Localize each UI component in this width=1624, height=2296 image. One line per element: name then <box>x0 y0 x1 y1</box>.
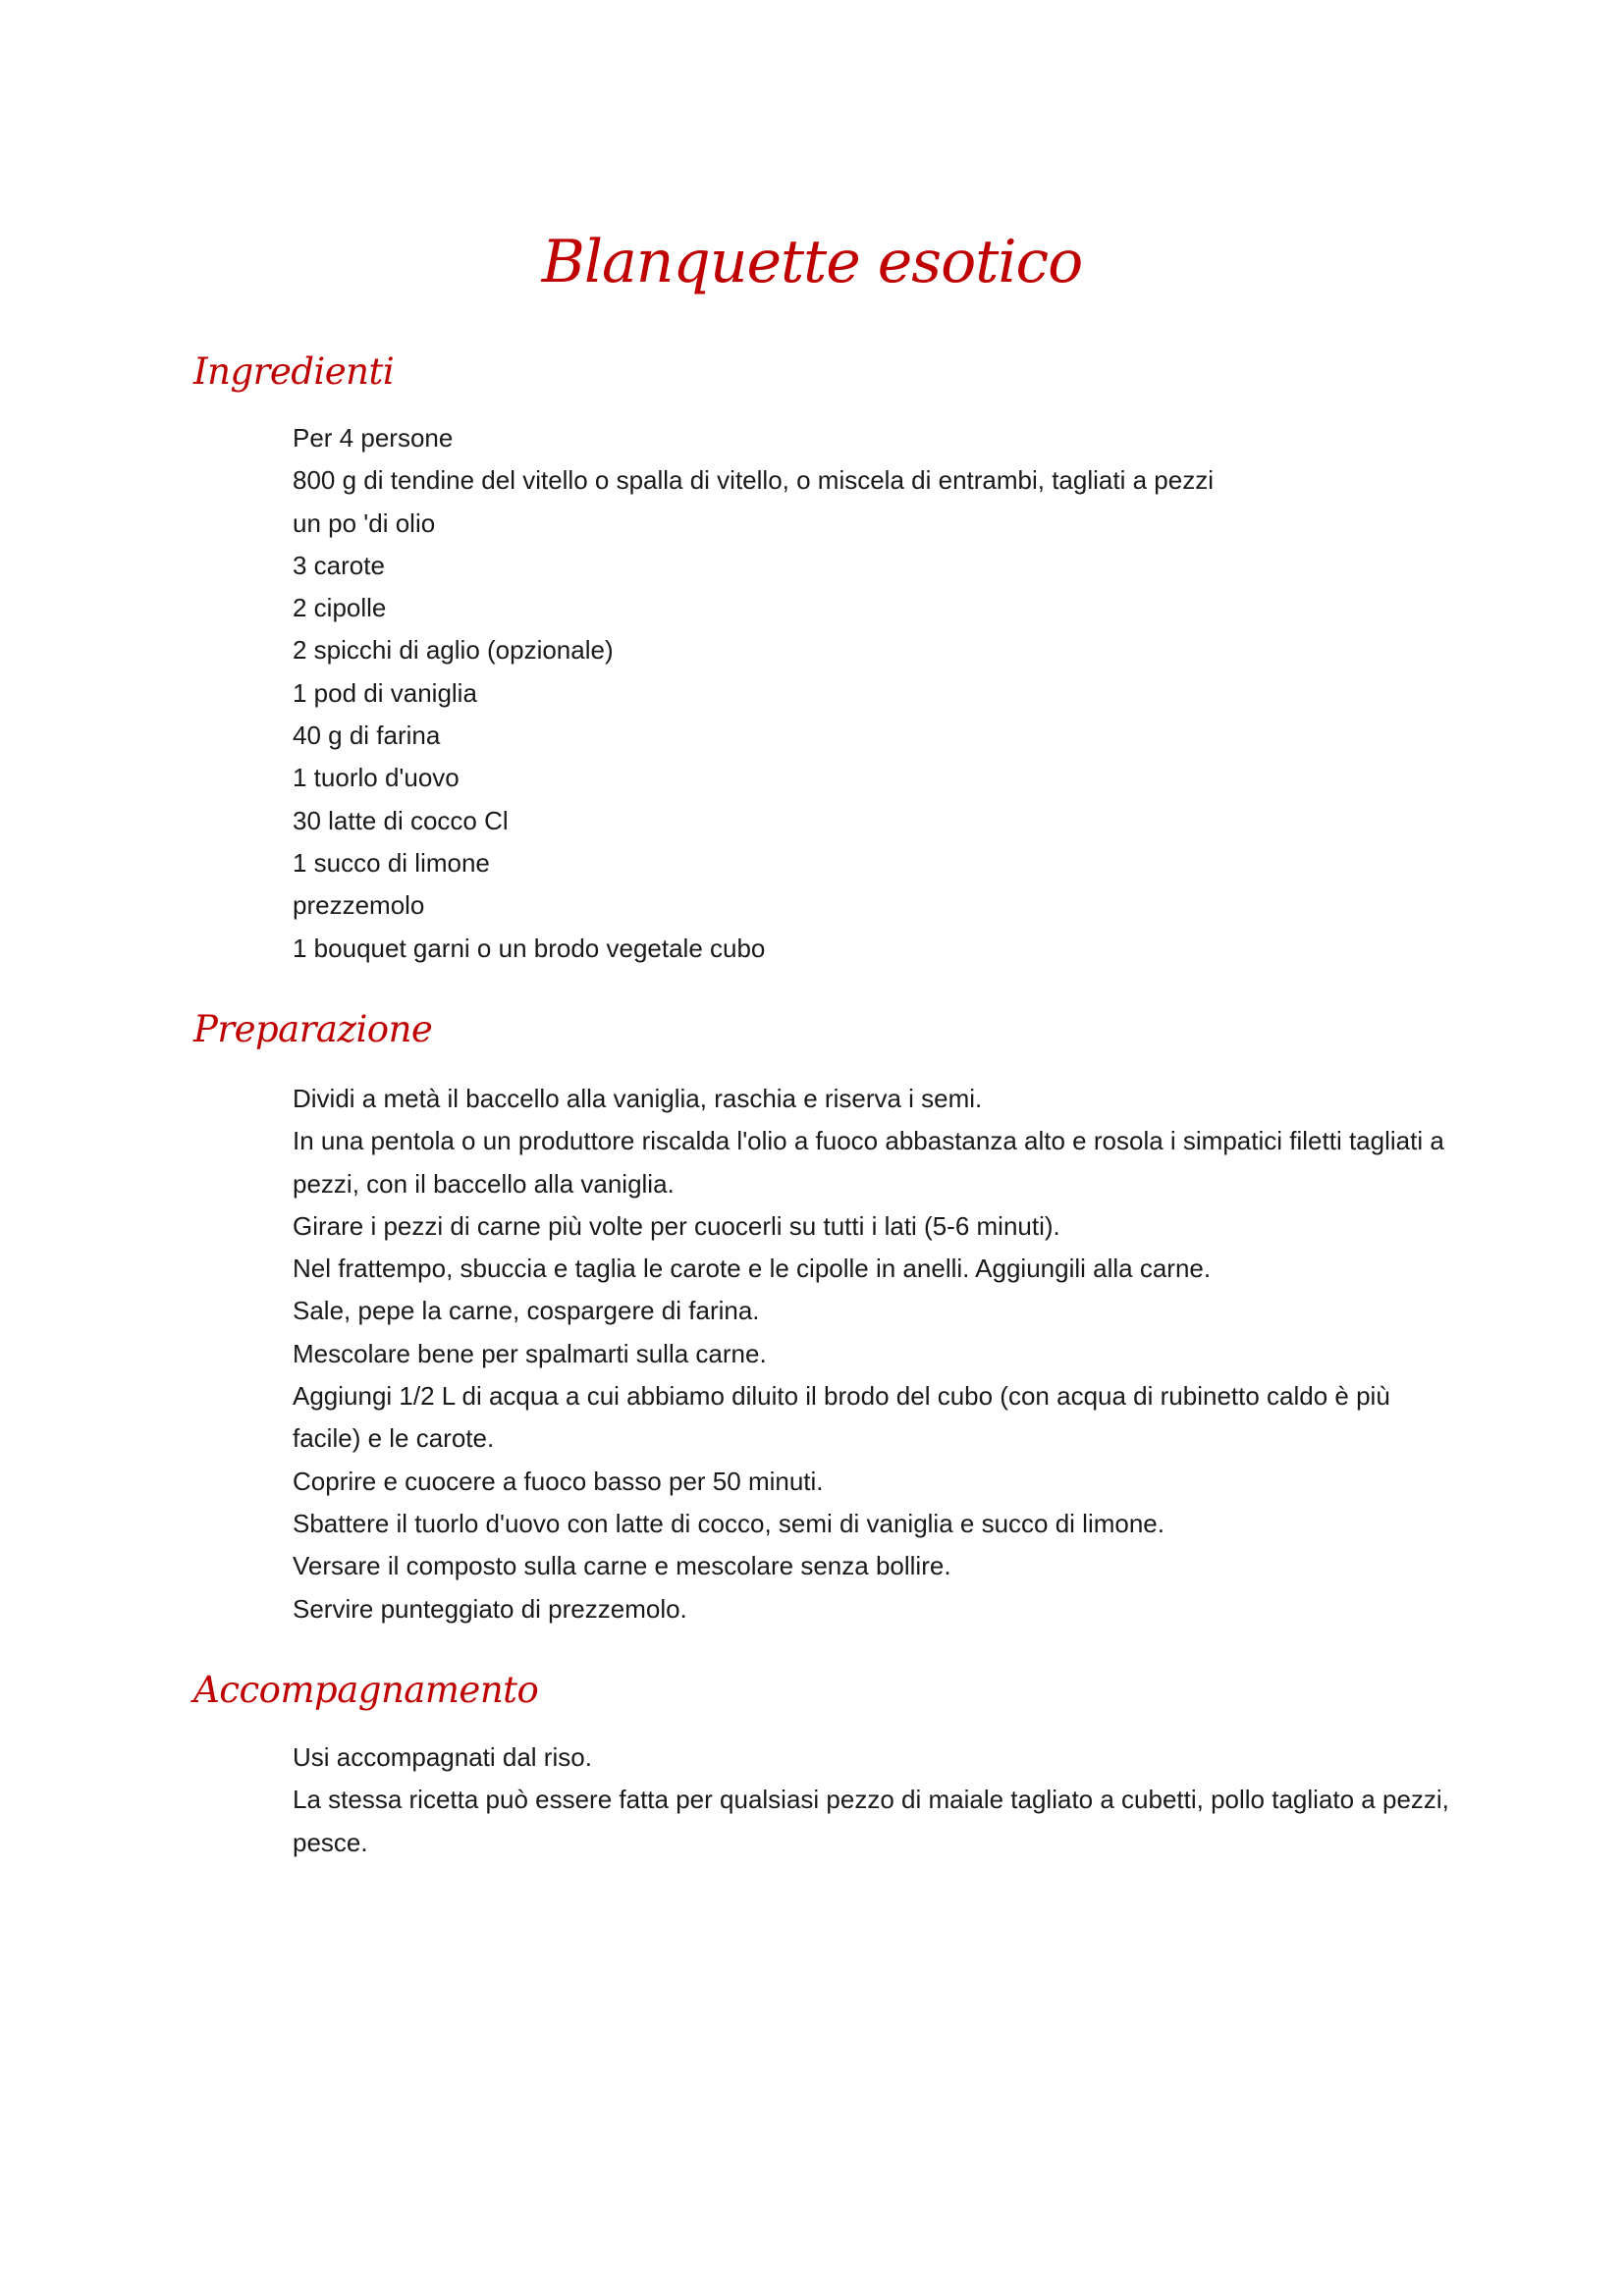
section-heading-ingredienti: Ingredienti <box>193 350 395 393</box>
list-item: In una pentola o un produttore riscalda l'olio a fuoco abbastanza alto e rosola i simpatici filetti tagliati a pezzi, con il baccello alla vaniglia. <box>293 1126 1444 1199</box>
list-item: Coprire e cuocere a fuoco basso per 50 minuti. <box>293 1466 824 1496</box>
list-item: Aggiungi 1/2 L di acqua a cui abbiamo diluito il brodo del cubo (con acqua di rubinetto caldo è più facile) e le carote. <box>293 1381 1390 1454</box>
list-item: Servire punteggiato di prezzemolo. <box>293 1593 687 1624</box>
list-item: prezzemolo <box>293 890 425 921</box>
list-item: Sbattere il tuorlo d'uovo con latte di cocco, semi di vaniglia e succo di limone. <box>293 1508 1164 1538</box>
list-item: 2 spicchi di aglio (opzionale) <box>293 635 614 666</box>
recipe-title: Blanquette esotico <box>541 228 1083 296</box>
list-item: 1 pod di vaniglia <box>293 677 477 708</box>
preparation-steps-list <box>293 1078 1461 1630</box>
list-item: Mescolare bene per spalmarti sulla carne. <box>293 1338 767 1368</box>
list-item: 3 carote <box>293 550 385 580</box>
list-item: La stessa ricetta può essere fatta per qualsiasi pezzo di maiale tagliato a cubetti, pollo tagliato a pezzi, pesce. <box>293 1785 1449 1857</box>
list-item: 30 latte di cocco Cl <box>293 805 509 835</box>
list-item: 2 cipolle <box>293 593 387 623</box>
list-item: 1 tuorlo d'uovo <box>293 763 460 793</box>
list-item: Nel frattempo, sbuccia e taglia le carote e le cipolle in anelli. Aggiungili alla carne. <box>293 1254 1212 1284</box>
section-heading-accompagnamento: Accompagnamento <box>193 1669 539 1711</box>
list-item: Usi accompagnati dal riso. <box>293 1742 592 1772</box>
accompaniment-list <box>293 1736 1461 1864</box>
section-heading-preparazione: Preparazione <box>193 1008 433 1050</box>
ingredients-list <box>293 417 1461 970</box>
list-item: 800 g di tendine del vitello o spalla di vitello, o miscela di entrambi, tagliati a pezzi <box>293 465 1214 496</box>
list-item: 40 g di farina <box>293 721 441 751</box>
list-item: un po 'di olio <box>293 507 436 538</box>
list-item: Girare i pezzi di carne più volte per cuocerli su tutti i lati (5-6 minuti). <box>293 1210 1060 1241</box>
list-item: Versare il composto sulla carne e mescolare senza bollire. <box>293 1551 951 1581</box>
list-item: Per 4 persone <box>293 423 454 453</box>
list-item: 1 bouquet garni o un brodo vegetale cubo <box>293 933 766 963</box>
list-item: Dividi a metà il baccello alla vaniglia, raschia e riserva i semi. <box>293 1084 983 1113</box>
list-item: 1 succo di limone <box>293 847 490 878</box>
list-item: Sale, pepe la carne, cospargere di farina. <box>293 1296 760 1326</box>
